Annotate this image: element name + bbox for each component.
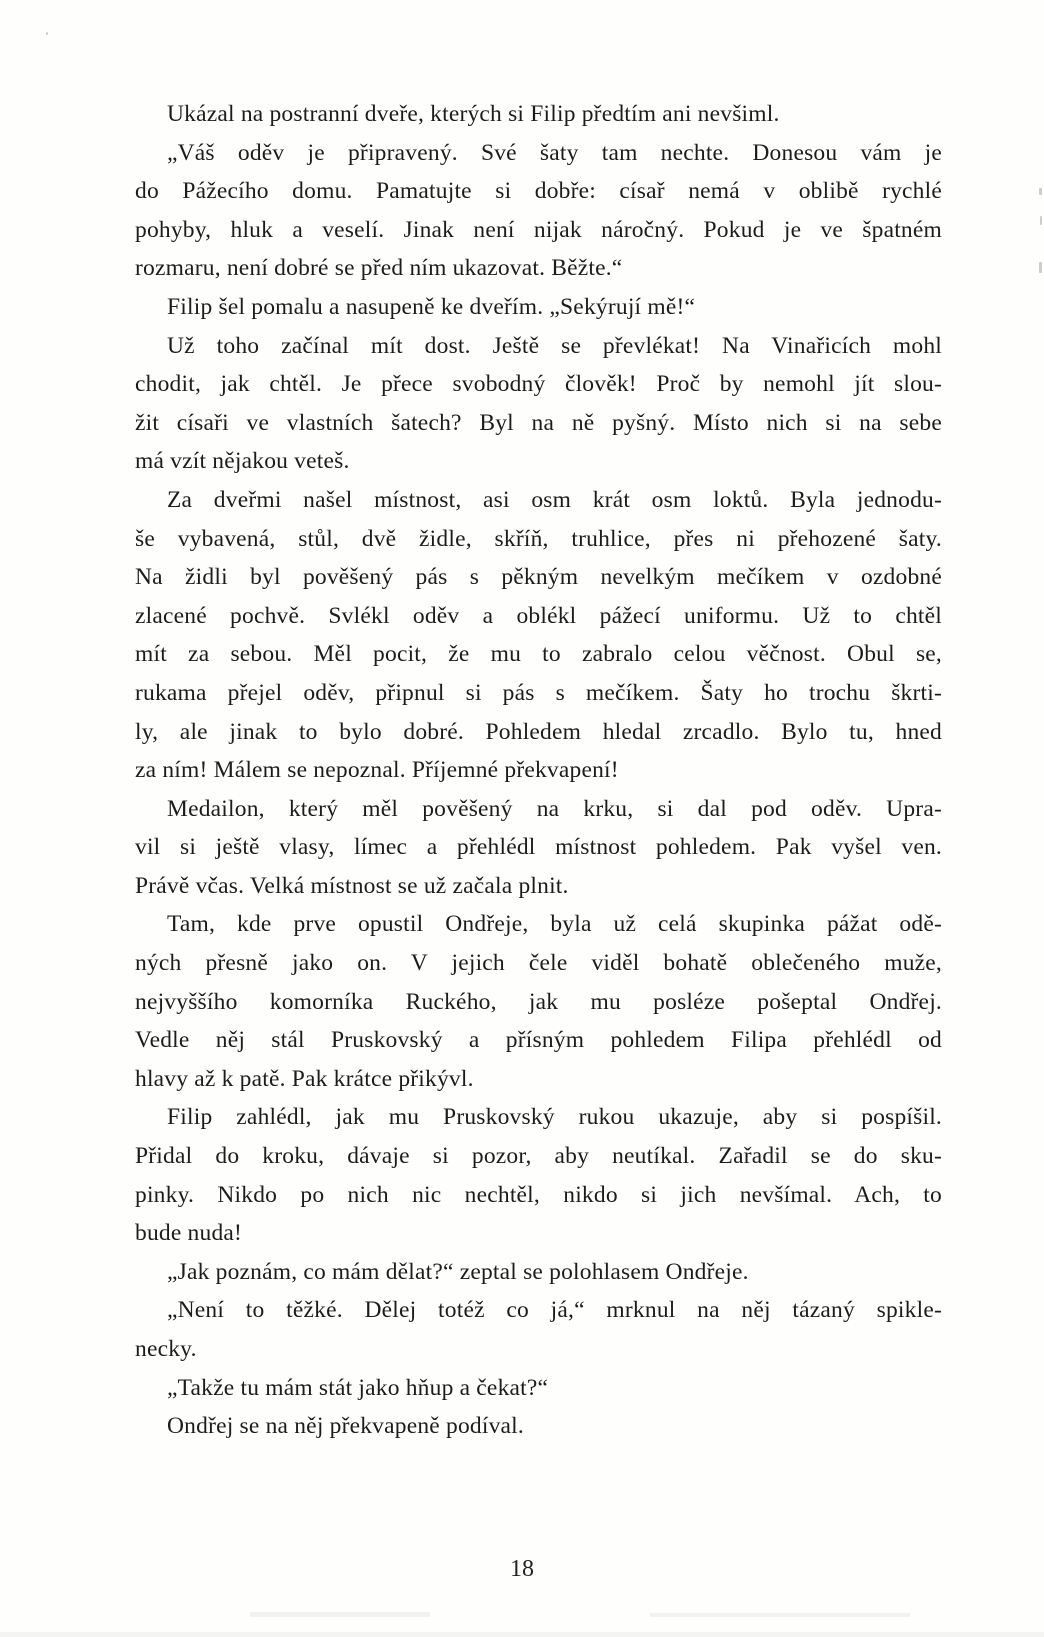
text-line: ly, ale jinak to bylo dobré. Pohledem hledal zrcadlo. Bylo tu, hned	[135, 718, 942, 745]
text-line: Vedle něj stál Pruskovský a přísným pohledem Filipa přehlédl od	[135, 1027, 942, 1054]
text-line: Filip zahlédl, jak mu Pruskovský rukou ukazuje, aby si pospíšil.	[167, 1104, 942, 1131]
text-line: Tam, kde prve opustil Ondřeje, byla už celá skupinka pážat odě-	[167, 911, 942, 938]
text-line: do Pážecího domu. Pamatujte si dobře: císař nemá v oblibě rychlé	[135, 178, 942, 205]
text-line: za ním! Málem se nepoznal. Příjemné překvapení!	[135, 757, 619, 784]
text-line: Medailon, který měl pověšený na krku, si dal pod oděv. Upra-	[167, 795, 942, 822]
text-line: žit císaři ve vlastních šatech? Byl na ně pyšný. Místo nich si na sebe	[135, 409, 942, 436]
text-line: nejvyššího komorníka Ruckého, jak mu posléze pošeptal Ondřej.	[135, 988, 942, 1015]
text-line: vil si ještě vlasy, límec a přehlédl místnost pohledem. Pak vyšel ven.	[135, 834, 942, 861]
text-line: „Váš oděv je připravený. Své šaty tam nechte. Donesou vám je	[167, 139, 942, 166]
text-line: bude nuda!	[135, 1220, 243, 1247]
text-line: Filip šel pomalu a nasupeně ke dveřím. „Sekýrují mě!“	[167, 293, 696, 320]
text-line: hlavy až k patě. Pak krátce přikývl.	[135, 1065, 474, 1092]
page-text	[135, 95, 942, 1446]
text-line: Na židli byl pověšený pás s pěkným nevelkým mečíkem v ozdobné	[135, 564, 942, 591]
text-line: Za dveřmi našel místnost, asi osm krát osm loktů. Byla jednodu-	[167, 486, 942, 513]
text-line: ných přesně jako on. V jejich čele viděl bohatě oblečeného muže,	[135, 950, 942, 977]
text-line: Ondřej se na něj překvapeně podíval.	[167, 1413, 524, 1440]
scan-speck	[1039, 262, 1042, 273]
text-line: „Jak poznám, co mám dělat?“ zeptal se polohlasem Ondřeje.	[167, 1258, 749, 1285]
text-line: Už toho začínal mít dost. Ještě se převlékat! Na Vinařicích mohl	[167, 332, 942, 359]
scan-smudge	[250, 1612, 430, 1617]
text-line: rozmaru, není dobré se před ním ukazovat. Běžte.“	[135, 255, 623, 282]
text-line: „Takže tu mám stát jako hňup a čekat?“	[167, 1374, 549, 1401]
text-line: Ukázal na postranní dveře, kterých si Filip předtím ani nevšiml.	[167, 101, 780, 127]
page-number: 18	[510, 1556, 534, 1582]
text-line: mít za sebou. Měl pocit, že mu to zabralo celou věčnost. Obul se,	[135, 641, 942, 668]
text-line: má vzít nějakou veteš.	[135, 448, 350, 475]
text-line: pohyby, hluk a veselí. Jinak není nijak náročný. Pokud je ve špatném	[135, 216, 942, 243]
text-line: zlacené pochvě. Svlékl oděv a oblékl pážecí uniformu. Už to chtěl	[135, 602, 942, 629]
text-line: necky.	[135, 1336, 197, 1362]
text-line: rukama přejel oděv, připnul si pás s mečíkem. Šaty ho trochu škrti-	[135, 679, 942, 706]
text-line: še vybavená, stůl, dvě židle, skříň, truhlice, přes ni přehozené šaty.	[135, 525, 942, 552]
scan-edge-strip	[0, 1632, 1044, 1637]
text-line: „Není to těžké. Dělej totéž co já,“ mrknul na něj tázaný spikle-	[167, 1297, 942, 1324]
scan-speck	[46, 32, 48, 35]
text-line: pinky. Nikdo po nich nic nechtěl, nikdo si jich nevšímal. Ach, to	[135, 1181, 942, 1208]
scan-smudge	[650, 1613, 910, 1617]
text-line: Přidal do kroku, dávaje si pozor, aby neutíkal. Zařadil se do sku-	[135, 1143, 942, 1170]
text-line: chodit, jak chtěl. Je přece svobodný člověk! Proč by nemohl jít slou-	[135, 371, 942, 398]
scan-speck	[1040, 216, 1042, 225]
scan-speck	[1039, 188, 1042, 195]
text-line: Právě včas. Velká místnost se už začala plnit.	[135, 872, 569, 899]
